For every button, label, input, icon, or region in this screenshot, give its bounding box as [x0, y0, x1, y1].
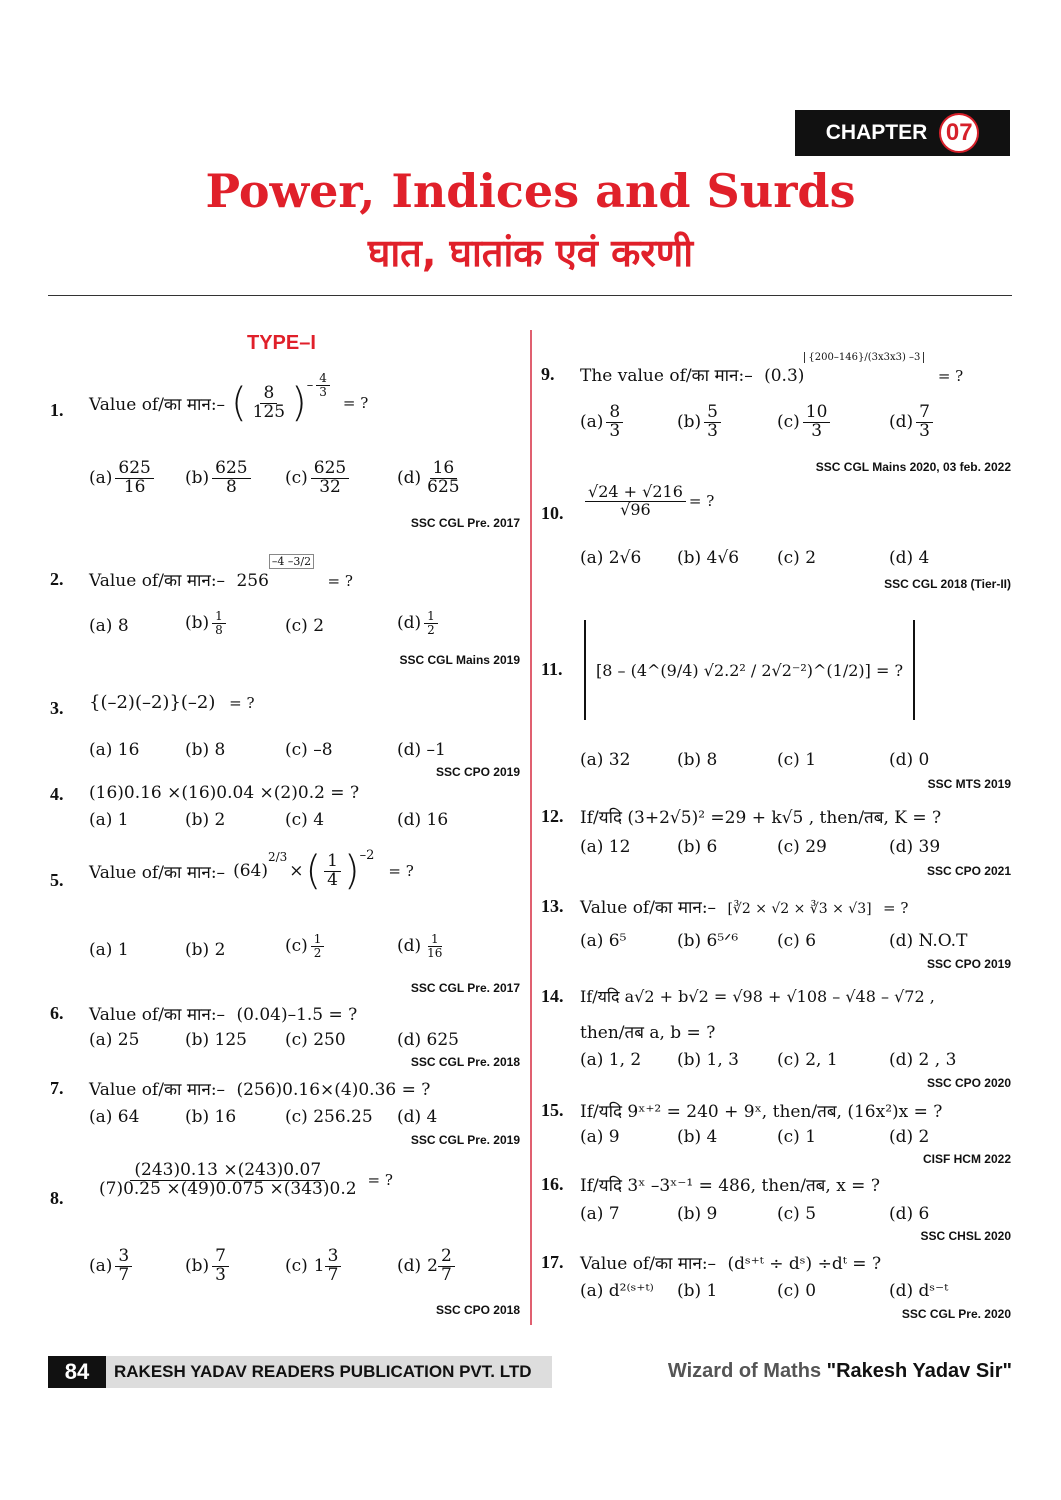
option: (d) 4: [889, 548, 930, 568]
question-1: Value of/का मान:– ( $\frac{8}{125}$ ) – $\frac{4}{3}$ = ?: [89, 371, 369, 426]
option-label: (b): [677, 412, 702, 433]
frac-num: 8: [260, 385, 277, 404]
frac-num: 3: [115, 1248, 132, 1267]
option: (a) 6⁵: [580, 931, 627, 951]
options-row: [89, 740, 446, 760]
options-row: [89, 1107, 437, 1127]
question-number: 15.: [541, 1100, 564, 1120]
option: (d) 4: [397, 1107, 438, 1127]
question-number: 2.: [50, 569, 64, 589]
question-number: 12.: [541, 806, 564, 826]
frac-den: 16: [123, 476, 146, 497]
option: (b) 8: [677, 750, 718, 770]
options-row: [89, 810, 448, 830]
option: (d) dˢ⁻ᵗ: [889, 1281, 949, 1301]
page-number: 84: [48, 1356, 106, 1388]
title-divider: [48, 295, 1012, 296]
option-label: (a): [89, 940, 113, 960]
option: (d) 39: [889, 837, 941, 857]
exponent: –4: [271, 555, 285, 569]
frac-den: 3: [811, 420, 823, 441]
frac-den: 32: [319, 476, 341, 497]
option: (a) 1: [89, 810, 129, 830]
option-label: (a): [89, 616, 113, 636]
question-number: 9.: [541, 364, 555, 384]
question-prefix: Value of/का मान:–: [580, 898, 717, 918]
exponent: 2/3: [267, 850, 288, 864]
option: (a) 2√6: [580, 548, 642, 568]
frac-den: 8: [225, 476, 237, 497]
option-label: (a): [580, 412, 604, 433]
question-suffix: = ?: [883, 899, 909, 917]
options-row: [89, 1030, 459, 1050]
option-label: (d): [397, 613, 422, 634]
options-row: [89, 610, 441, 636]
option-label: (d): [397, 936, 422, 956]
question-number: 11.: [541, 659, 563, 679]
option: (d) 16: [397, 810, 449, 830]
exponent: {200–146}/(3x3x3) –3: [804, 352, 924, 363]
question-number: 14.: [541, 986, 564, 1006]
column-divider: [530, 330, 532, 1325]
option-label: (c): [777, 412, 800, 433]
question-13: [580, 895, 908, 918]
frac-num: (243)0.13 ×(243)0.07: [130, 1162, 325, 1181]
option-label: (a): [89, 468, 113, 489]
question-suffix: = ?: [388, 862, 414, 880]
option: (a) 1, 2: [580, 1050, 642, 1070]
question-suffix: = ?: [327, 572, 353, 590]
frac-den: 7: [327, 1264, 339, 1285]
option: (d) 0: [889, 750, 930, 770]
option: (b) 1, 3: [677, 1050, 739, 1070]
tagline-author: "Rakesh Yadav Sir": [826, 1360, 1012, 1382]
question-expression: (16)0.16 ×(16)0.04 ×(2)0.2 = ?: [89, 783, 360, 803]
option-label: (c): [285, 936, 308, 956]
question-number: 13.: [541, 896, 564, 916]
source-tag: SSC MTS 2019: [927, 777, 1011, 791]
source-tag: SSC CGL Mains 2019: [399, 653, 520, 667]
question-7: [89, 1077, 430, 1100]
option: (c) 0: [777, 1281, 817, 1301]
options-row: [580, 750, 929, 770]
source-tag: SSC CGL Mains 2020, 03 feb. 2022: [815, 460, 1011, 474]
chapter-label: CHAPTER: [825, 121, 928, 144]
frac-num: 8: [606, 404, 623, 423]
frac-den: 16: [427, 945, 443, 960]
option-value: 2: [214, 940, 226, 960]
option: (a) 32: [580, 750, 631, 770]
chapter-number: 07: [939, 113, 979, 153]
source-tag: SSC CGL Pre. 2017: [410, 516, 520, 530]
option: (b) 125: [185, 1030, 247, 1050]
frac-den: 4: [327, 869, 338, 890]
frac-num: 1: [212, 610, 226, 624]
question-prefix: The value of/का मान:–: [580, 366, 753, 386]
option: (d) 6: [889, 1204, 930, 1224]
option-label: (c): [285, 1256, 308, 1277]
question-number: 10.: [541, 503, 564, 523]
option-label: (d): [397, 1256, 422, 1277]
page-title-english: Power, Indices and Surds: [205, 164, 856, 218]
question-prefix: Value of/का मान:–: [580, 1254, 717, 1274]
question-prefix: Value of/का मान:–: [89, 862, 226, 883]
frac-den: 7: [440, 1264, 452, 1285]
question-10: [582, 484, 714, 519]
options-row: [89, 1248, 458, 1285]
frac-den: 3: [919, 420, 930, 441]
question-6: [89, 1002, 357, 1025]
options-row: [580, 837, 940, 857]
option: (c) 2: [777, 548, 817, 568]
frac-den: 3: [215, 1264, 226, 1285]
option: (c) 2, 1: [777, 1050, 838, 1070]
frac-num: 2: [438, 1248, 455, 1267]
question-number: 3.: [50, 698, 64, 718]
option: (d) 2: [889, 1127, 930, 1147]
option-label: (a): [89, 1256, 113, 1277]
question-expression: If/यदि 9ˣ⁺² = 240 + 9ˣ, then/तब, (16x²)x = ?: [580, 1102, 943, 1122]
option-value: 2: [313, 616, 325, 636]
frac-num: 1: [324, 853, 341, 872]
option-label: (b): [185, 1256, 210, 1277]
source-tag: SSC CPO 2018: [435, 1303, 520, 1317]
question-base: (64): [233, 861, 268, 881]
frac-den: 2: [427, 622, 435, 637]
source-tag: SSC CHSL 2020: [920, 1229, 1011, 1243]
frac-num: 1: [311, 933, 325, 947]
source-tag: SSC CPO 2019: [926, 957, 1011, 971]
frac-num: 625: [115, 460, 153, 479]
option: (a) 9: [580, 1127, 620, 1147]
frac-num: 7: [916, 404, 933, 423]
option: (c) 29: [777, 837, 827, 857]
question-3: [89, 692, 255, 713]
source-tag: SSC CPO 2020: [926, 1076, 1011, 1090]
question-suffix: = ?: [342, 394, 369, 412]
frac-num: √24 + √216: [585, 484, 686, 502]
frac-den: 125: [252, 401, 286, 422]
option: (b) 8: [185, 740, 226, 760]
options-row: [580, 404, 936, 441]
question-suffix: = ?: [229, 694, 255, 712]
question-17: [580, 1251, 881, 1274]
options-row: [580, 931, 967, 951]
option: (b) 6⁵ᐟ⁶: [677, 931, 739, 951]
question-base: 256: [236, 571, 269, 591]
question-9: [580, 352, 964, 386]
chapter-badge: [795, 110, 1010, 156]
option: (a) 64: [89, 1107, 140, 1127]
frac-num: 7: [212, 1248, 229, 1267]
question-expression: (256)0.16×(4)0.36 = ?: [236, 1080, 431, 1100]
question-expression: If/यदि a√2 + b√2 = √98 + √108 – √48 – √72 ,: [580, 987, 935, 1006]
source-tag: SSC CGL 2018 (Tier-II): [884, 577, 1011, 591]
question-number: 1.: [50, 400, 64, 420]
question-expression: (0.3): [764, 366, 805, 386]
tagline-prefix: Wizard of Maths: [667, 1360, 827, 1382]
exponent-inner: –3/2: [287, 555, 312, 569]
publisher-name: RAKESH YADAV READERS PUBLICATION PVT. LTD: [106, 1356, 552, 1388]
question-number: 6.: [50, 1003, 64, 1023]
frac-den: √96: [620, 499, 651, 519]
option: (b) 16: [185, 1107, 237, 1127]
source-tag: SSC CPO 2019: [435, 765, 520, 779]
type-heading: TYPE–I: [247, 332, 316, 354]
option: (d) –1: [397, 740, 446, 760]
exponent: –2: [359, 848, 375, 863]
option-value: 8: [117, 616, 129, 636]
question-number: 8.: [50, 1188, 64, 1208]
option-label: (c): [285, 616, 308, 636]
options-row: [580, 548, 929, 568]
times-sign: ×: [289, 861, 304, 881]
question-suffix: = ?: [688, 492, 715, 511]
option-label: (b): [185, 468, 210, 489]
option-label: (b): [185, 940, 210, 960]
question-expression: {(–2)(–2)}(–2): [89, 692, 216, 713]
frac-den: 2: [313, 945, 322, 960]
option-value: 1: [117, 940, 129, 960]
option: (c) 1: [777, 1127, 817, 1147]
option: (c) 5: [777, 1204, 817, 1224]
option: (d) N.O.T: [889, 931, 968, 951]
frac-num: 1: [424, 610, 438, 624]
option: (a) 12: [580, 837, 631, 857]
source-tag: SSC CGL Pre. 2018: [410, 1055, 520, 1069]
question-prefix: Value of/का मान:–: [89, 1005, 226, 1025]
footer-tagline: [640, 1360, 1012, 1383]
question-suffix: = ?: [367, 1171, 393, 1190]
option: (b) 9: [677, 1204, 718, 1224]
option: (a) 7: [580, 1204, 620, 1224]
option: (b) 1: [677, 1281, 718, 1301]
option: (b) 4: [677, 1127, 718, 1147]
question-expression: [∛2 × √2 × ∛3 × √3]: [727, 901, 872, 917]
option-label: (c): [285, 468, 308, 489]
option: (b) 2: [185, 810, 226, 830]
frac-num: 16: [430, 460, 458, 479]
frac-den: 3: [707, 420, 718, 441]
question-8: [92, 1162, 393, 1199]
exp-den: 3: [319, 384, 327, 399]
question-expression: If/यदि 3ˣ –3ˣ⁻¹ = 486, then/तब, x = ?: [580, 1176, 880, 1196]
option: (c) 256.25: [285, 1107, 373, 1127]
question-prefix: Value of/का मान:–: [89, 571, 226, 591]
frac-den: (7)0.25 ×(49)0.075 ×(343)0.2: [99, 1178, 357, 1199]
frac-num: 3: [325, 1248, 342, 1267]
question-expression: [8 – (4^(9/4) √2.2² / 2√2⁻²)^(1/2)] = ?: [596, 660, 904, 680]
option: (d) 625: [397, 1030, 459, 1050]
options-row: [89, 932, 448, 960]
page-title-hindi: घात, घातांक एवं करणी: [367, 231, 694, 275]
frac-den: 3: [609, 420, 621, 441]
option: (c) 6: [777, 931, 817, 951]
question-expression: (dˢ⁺ᵗ ÷ dˢ) ÷dᵗ = ?: [727, 1254, 882, 1274]
option: (d) 2 , 3: [889, 1050, 957, 1070]
question-number: 5.: [50, 870, 64, 890]
option: (c) 250: [285, 1030, 346, 1050]
options-row: [89, 460, 466, 497]
frac-num: 5: [704, 404, 721, 423]
source-tag: SSC CPO 2021: [926, 864, 1011, 878]
question-number: 16.: [541, 1174, 564, 1194]
option: (a) 25: [89, 1030, 140, 1050]
mixed-whole: 1: [313, 1256, 325, 1277]
option-label: (d): [889, 412, 914, 433]
question-2: [89, 555, 353, 591]
question-number: 17.: [541, 1252, 564, 1272]
option: (c) –8: [285, 740, 333, 760]
option: (c) 1: [777, 750, 817, 770]
source-tag: SSC CGL Pre. 2020: [901, 1307, 1011, 1321]
option-label: (b): [185, 613, 210, 634]
question-prefix: Value of/का मान:–: [89, 1080, 226, 1100]
question-expression: If/यदि (3+2√5)² =29 + k√5 , then/तब, K = ?: [580, 808, 942, 828]
frac-den: 625: [427, 476, 460, 497]
question-5: Value of/का मान:– (64) 2/3 × ( $\frac{1}{4}$ ) –2 = ?: [89, 848, 414, 894]
question-11: [584, 620, 915, 720]
option: (a) 16: [89, 740, 140, 760]
question-prefix: Value of/का मान:–: [89, 394, 226, 415]
options-row: [580, 1050, 956, 1070]
option: (c) 4: [285, 810, 325, 830]
exp-num: 4: [316, 372, 330, 386]
mixed-whole: 2: [427, 1256, 438, 1277]
frac-den: 7: [118, 1264, 130, 1285]
source-tag: CISF HCM 2022: [922, 1152, 1011, 1166]
option-label: (d): [397, 468, 422, 489]
option: (b) 4√6: [677, 548, 740, 568]
question-expression: (0.04)–1.5 = ?: [236, 1005, 358, 1025]
frac-den: 8: [215, 622, 223, 637]
question-number: 7.: [50, 1078, 64, 1098]
option: (a) d²⁽ˢ⁺ᵗ⁾: [580, 1281, 654, 1301]
source-tag: SSC CGL Pre. 2019: [410, 1133, 520, 1147]
frac-num: 1: [428, 933, 442, 947]
source-tag: SSC CGL Pre. 2017: [410, 981, 520, 995]
question-suffix: = ?: [937, 367, 964, 385]
option: (b) 6: [677, 837, 718, 857]
options-row: [580, 1127, 929, 1147]
options-row: [580, 1204, 929, 1224]
options-row: [580, 1281, 948, 1301]
frac-num: 625: [311, 460, 349, 479]
question-number: 4.: [50, 784, 64, 804]
frac-num: 10: [803, 404, 831, 423]
frac-num: 625: [212, 460, 250, 479]
question-line2: then/तब a, b = ?: [580, 1023, 716, 1043]
